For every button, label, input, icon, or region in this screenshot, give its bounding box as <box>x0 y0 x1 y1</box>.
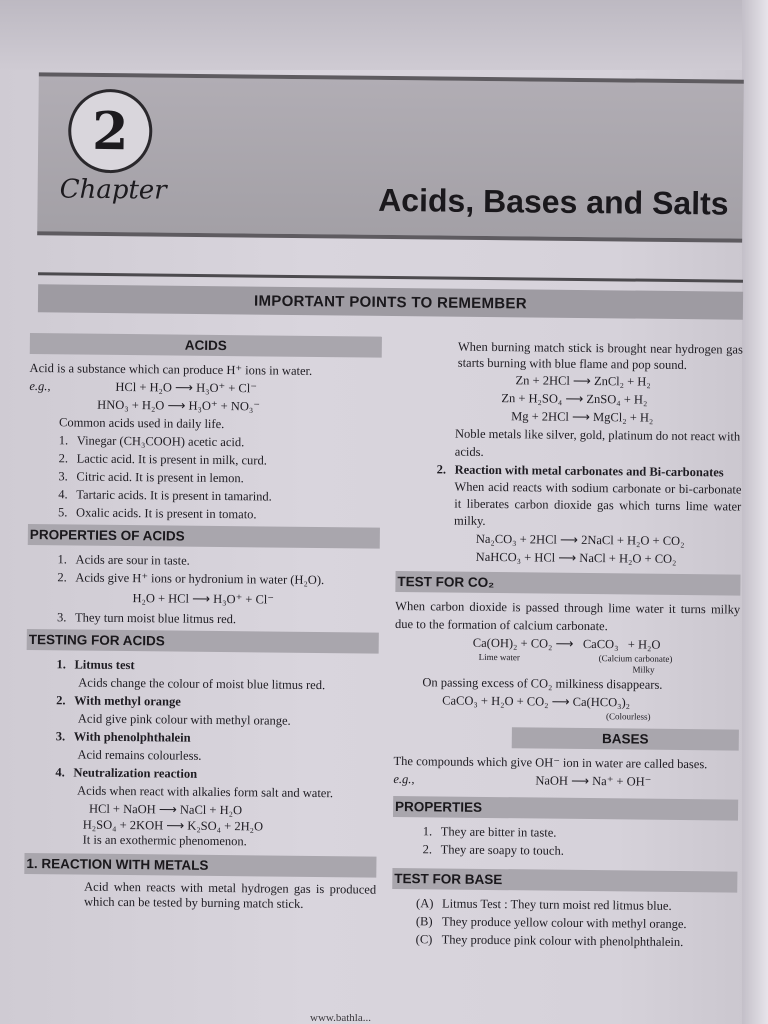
list-item <box>27 568 379 590</box>
test-description: Acid remains colourless. <box>77 747 202 763</box>
match-stick-text: When burning match stick is brought near hydrogen gas starts burning with blue flame and pop sound. <box>457 339 743 373</box>
test-description: Acid give pink colour with methyl orange. <box>77 711 291 728</box>
item-number: 1. <box>57 552 68 567</box>
divider <box>38 272 743 282</box>
item-number: 1. <box>422 824 433 839</box>
test-title: With phenolphthalein <box>73 729 191 745</box>
note: It is an exothermic phenomenon. <box>82 832 247 849</box>
equation: NaOH ⟶ Na⁺ + OH⁻ <box>535 773 652 789</box>
item-number: 2. <box>422 842 433 857</box>
test-title: With methyl orange <box>74 693 181 709</box>
equation: Zn + H₂SO₄ ⟶ ZnSO₄ + H₂ <box>501 391 648 407</box>
item-text: Acids give H⁺ ions or hydronium in water (H₂O). <box>75 570 325 588</box>
item-number: 1. <box>56 657 66 672</box>
item-number: 3. <box>55 729 66 744</box>
item-text: They are soapy to touch. <box>440 842 564 858</box>
item-number: 3. <box>56 610 67 625</box>
item-number: 5. <box>58 505 68 520</box>
properties-heading: PROPERTIES <box>393 796 738 821</box>
page-edge <box>742 0 768 1024</box>
item-number: (B) <box>415 914 433 929</box>
chapter-header <box>37 72 744 242</box>
item-number: 3. <box>58 469 68 484</box>
caption: (Colourless) <box>605 711 651 722</box>
left-column <box>24 330 382 913</box>
carbonate-item <box>397 460 742 482</box>
list-item <box>27 608 379 630</box>
test-title: Litmus test <box>74 657 135 673</box>
item-text: Tartaric acids. It is present in tamarind. <box>76 487 272 504</box>
item-text: Citric acid. It is present in lemon. <box>76 469 244 486</box>
eg-label: e.g., <box>393 771 415 787</box>
acids-heading: ACIDS <box>30 333 382 358</box>
equation-row <box>393 770 738 792</box>
item-number: 2. <box>58 451 69 466</box>
test-for-base-heading: TEST FOR BASE <box>392 868 737 893</box>
test-description: Acids change the colour of moist blue litmus red. <box>78 675 326 693</box>
item-number: (A) <box>416 896 434 911</box>
excess-text: On passing excess of CO₂ milkiness disappears. <box>422 675 663 692</box>
item-number: 2. <box>57 570 67 585</box>
bases-definition: The compounds which give OH⁻ ion in water are called bases. <box>393 753 708 772</box>
equation: HCl + H₂O ⟶ H₃O⁺ + Cl⁻ <box>115 379 257 396</box>
equation: Na₂CO₃ + 2HCl ⟶ 2NaCl + H₂O + CO₂ <box>475 531 685 549</box>
carbonate-title: Reaction with metal carbonates and Bi-carbonates <box>454 462 724 480</box>
equation-row <box>29 377 381 399</box>
list-item <box>393 840 738 862</box>
list-item <box>28 503 380 525</box>
carbonate-text: When acid reacts with sodium carbonate or bi-carbonate it liberates carbon dioxide gas which turns lime water milky. <box>454 479 742 528</box>
item-number: 2. <box>436 462 447 477</box>
item-text: Lactic acid. It is present in milk, curd. <box>76 451 267 468</box>
test-description: Acids when react with alkalies form salt and water. <box>77 783 334 801</box>
noble-metals-text: Noble metals like silver, gold, platinum do not react with acids. <box>454 426 741 459</box>
equation: Mg + 2HCl ⟶ MgCl₂ + H₂ <box>511 409 654 425</box>
chapter-number: 2 <box>68 89 153 174</box>
item-number: 1. <box>58 433 69 448</box>
points-heading: IMPORTANT POINTS TO REMEMBER <box>38 284 743 319</box>
chapter-label: Chapter <box>59 174 167 206</box>
equation: Zn + 2HCl ⟶ ZnCl₂ + H₂ <box>515 373 651 389</box>
acid-definition: Acid is a substance which can produce H⁺ ions in water. <box>29 360 313 378</box>
caption: Lime water <box>478 651 520 663</box>
item-text: They produce pink colour with phenolphthalein. <box>441 932 684 950</box>
right-column <box>392 338 743 952</box>
chapter-title: Acids, Bases and Salts <box>377 181 729 222</box>
footer-url: www.bathla... <box>310 1012 371 1024</box>
equation: Ca(OH)₂ + CO₂ ⟶ CaCO₃ + H₂O <box>472 635 661 652</box>
item-number: 4. <box>58 487 68 502</box>
list-item <box>392 930 737 952</box>
equation: H₂O + HCl ⟶ H₃O⁺ + Cl⁻ <box>132 591 274 607</box>
caption: Milky <box>632 664 655 675</box>
item-text: They produce yellow colour with methyl orange. <box>441 914 687 932</box>
item-text: Vinegar (CH₃COOH) acetic acid. <box>76 433 245 450</box>
equation: NaHCO₃ + HCl ⟶ NaCl + H₂O + CO₂ <box>475 549 677 566</box>
item-text: Oxalic acids. It is present in tomato. <box>76 505 257 522</box>
equation: HCl + NaOH ⟶ NaCl + H₂O <box>88 801 243 818</box>
test-title: Neutralization reaction <box>73 765 198 781</box>
equation: CaCO₃ + H₂O + CO₂ ⟶ Ca(HCO₃)₂ <box>442 693 631 710</box>
item-text: Litmus Test : They turn moist red litmus blue. <box>442 896 672 913</box>
equation: HNO₃ + H₂O ⟶ H₃O⁺ + NO₃⁻ <box>97 397 260 414</box>
item-number: 4. <box>55 765 65 780</box>
co2-text: When carbon dioxide is passed through lime water it turns milky due to the formation of calcium carbonate. <box>394 598 741 634</box>
item-text: They are bitter in taste. <box>440 824 557 840</box>
common-acids-heading: Common acids used in daily life. <box>58 415 225 432</box>
eg-label: e.g., <box>29 378 51 394</box>
reaction-with-metals-heading: 1. REACTION WITH METALS <box>24 853 376 878</box>
item-number: (C) <box>415 932 433 947</box>
item-number: 2. <box>56 693 66 708</box>
item-text: Acids are sour in taste. <box>75 552 190 568</box>
bases-heading: BASES <box>512 727 739 750</box>
metals-text: Acid when reacts with metal hydrogen gas is produced which can be tested by burning match stick. <box>83 879 377 911</box>
item-text: They turn moist blue litmus red. <box>74 610 237 627</box>
page-top-shadow <box>0 0 768 70</box>
equation: H₂SO₄ + 2KOH ⟶ K₂SO₄ + 2H₂O <box>82 817 264 834</box>
properties-of-acids-heading: PROPERTIES OF ACIDS <box>28 524 380 549</box>
caption: (Calcium carbonate) <box>598 653 673 664</box>
test-for-co2-heading: TEST FOR CO₂ <box>395 571 740 596</box>
testing-for-acids-heading: TESTING FOR ACIDS <box>27 629 379 654</box>
